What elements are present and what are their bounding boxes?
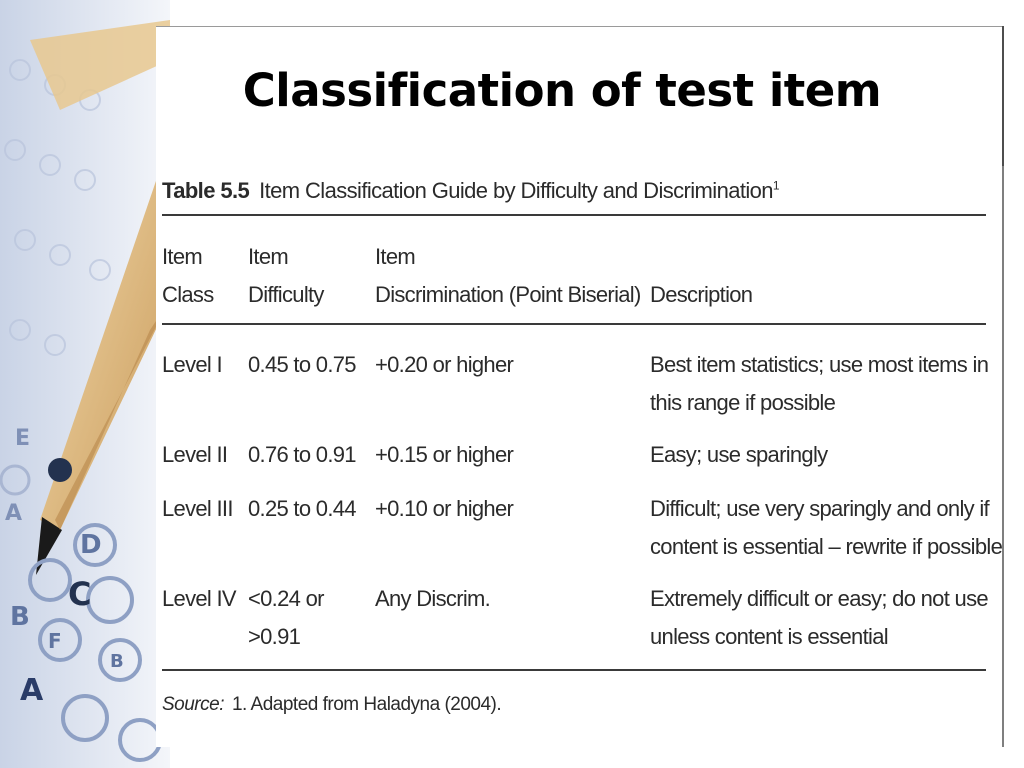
table-caption-text: Item Classification Guide by Difficulty and Discrimination [259, 178, 773, 203]
table-bottom-rule [162, 669, 986, 671]
table-number: Table 5.5 [162, 178, 250, 203]
table-cell-class: Level II [162, 442, 228, 467]
table-cell-description [650, 580, 988, 656]
header-line: Description [650, 282, 753, 307]
header-item-discrimination [375, 238, 641, 314]
description-line: content is essential – rewrite if possible [650, 534, 1003, 559]
svg-text:A: A [5, 501, 23, 526]
table-cell-class: Level III [162, 496, 233, 521]
description-line: Extremely difficult or easy; do not use [650, 586, 988, 611]
header-line: Discrimination (Point Biserial) [375, 282, 641, 307]
table-top-rule [162, 214, 986, 216]
source-text: 1. Adapted from Haladyna (2004). [231, 694, 502, 715]
svg-text:B: B [10, 602, 30, 632]
table-cell-description [650, 346, 988, 422]
table-cell-difficulty: 0.45 to 0.75 [248, 352, 356, 377]
svg-text:E: E [15, 426, 31, 451]
slide-title: Classification of test item [242, 64, 882, 117]
table-cell-difficulty: 0.25 to 0.44 [248, 496, 356, 521]
header-line: Class [162, 282, 214, 307]
header-description [650, 238, 752, 314]
header-rule [162, 323, 986, 325]
header-line: Item [248, 244, 288, 269]
classification-table [160, 172, 1003, 744]
table-source [162, 694, 501, 716]
table-caption [162, 178, 779, 204]
header-line: Difficulty [248, 282, 324, 307]
caption-footnote: 1 [772, 178, 779, 193]
header-item-class [162, 238, 214, 314]
table-cell-description [650, 490, 1002, 566]
table-cell-discrimination: +0.10 or higher [375, 496, 514, 521]
table-cell-difficulty: 0.76 to 0.91 [248, 442, 356, 467]
header-line: Item [162, 244, 202, 269]
header-item-difficulty [248, 238, 324, 314]
difficulty-line: <0.24 or [248, 586, 324, 611]
table-cell-difficulty [248, 580, 324, 656]
header-line [650, 238, 752, 276]
description-line: unless content is essential [650, 624, 888, 649]
svg-text:D: D [80, 530, 102, 560]
svg-text:B: B [110, 651, 124, 672]
svg-text:F: F [48, 629, 62, 653]
header-line: Item [375, 244, 415, 269]
table-cell-discrimination: +0.20 or higher [375, 352, 514, 377]
table-cell-discrimination: Any Discrim. [375, 586, 491, 611]
svg-text:A: A [20, 673, 44, 708]
description-line: Best item statistics; use most items in [650, 352, 989, 377]
source-label: Source: [162, 694, 224, 715]
table-cell-class: Level I [162, 352, 222, 377]
table-cell-description: Easy; use sparingly [650, 442, 828, 467]
description-line: this range if possible [650, 390, 836, 415]
table-cell-discrimination: +0.15 or higher [375, 442, 514, 467]
svg-text:C: C [68, 575, 92, 613]
difficulty-line: >0.91 [248, 624, 301, 649]
description-line: Difficult; use very sparingly and only if [650, 496, 989, 521]
table-cell-class: Level IV [162, 586, 236, 611]
